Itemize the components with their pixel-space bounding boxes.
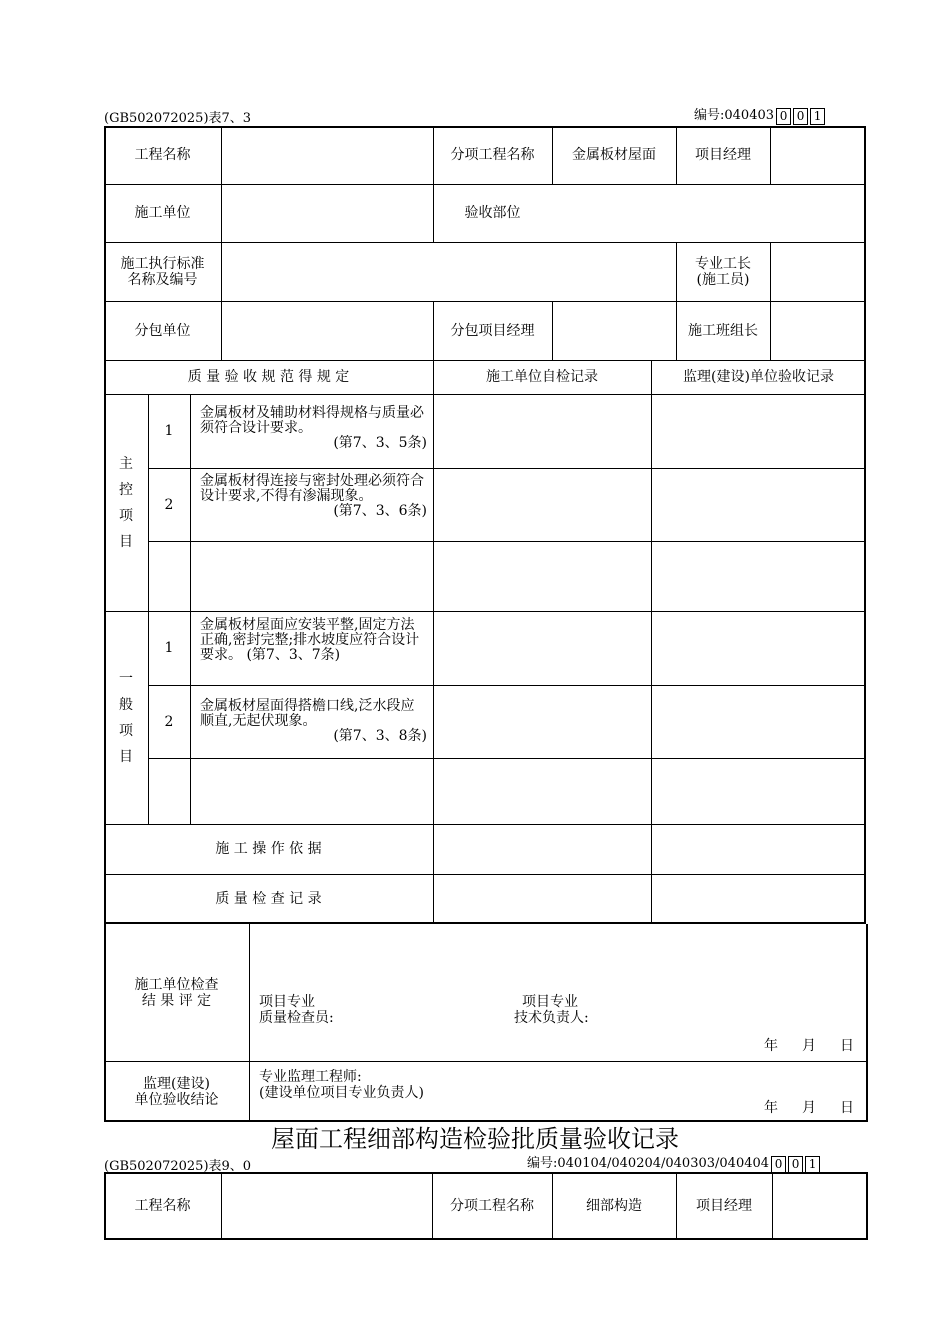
acceptance-part-value[interactable] — [552, 184, 866, 242]
standard-value[interactable] — [221, 242, 676, 301]
group-char: 目 — [119, 748, 133, 765]
main-items-group-label — [104, 394, 148, 611]
date-month: 月 — [802, 1100, 816, 1116]
standard-label — [104, 242, 221, 301]
date-year: 年 — [764, 1100, 778, 1116]
construction-unit-label: 施工单位 — [134, 205, 191, 221]
foreman-label-line2: (施工员) — [696, 271, 750, 288]
main-item-ref: (第7、3、5条) — [333, 435, 427, 451]
main-item-desc: 金属板材得连接与密封处理必须符合设计要求,不得有渗漏现象。 — [200, 473, 424, 504]
group-char: 目 — [119, 533, 133, 550]
general-item-desc: 金属板材屋面得搭檐口线,泛水段应顺直,无起伏现象。 — [200, 698, 415, 729]
tech-line2: 技术负责人: — [514, 1010, 589, 1026]
date-day: 日 — [840, 1038, 854, 1054]
sub-pm-value[interactable] — [552, 301, 676, 360]
conclusion-label-line2: 单位验收结论 — [134, 1091, 219, 1108]
result-label-line2: 结 果 评 定 — [141, 992, 212, 1009]
project-name-value[interactable] — [221, 126, 433, 184]
standard-reference: (GB502072025)表7、3 — [104, 111, 252, 126]
group-char: 般 — [119, 696, 133, 713]
subcontract-label: 分包单位 — [134, 322, 191, 339]
code-box: 1 — [805, 1156, 820, 1173]
team-leader-label: 施工班组长 — [688, 322, 758, 339]
form2-code-prefix: 编号:040104/040204/040303/040404 — [527, 1156, 770, 1171]
main-item-no: 1 — [164, 423, 174, 439]
form2-pm-label: 项目经理 — [696, 1198, 752, 1214]
form-code — [694, 108, 825, 125]
supervising-engineer — [259, 1069, 424, 1101]
code-box: 0 — [788, 1156, 803, 1173]
subcontract-value[interactable] — [221, 301, 433, 360]
foreman-label — [676, 242, 770, 301]
sub-pm-label: 分包项目经理 — [450, 322, 535, 339]
result-date — [764, 1038, 854, 1054]
code-box: 0 — [776, 108, 791, 125]
construction-unit-value[interactable] — [221, 184, 433, 242]
general-item-no: 1 — [164, 640, 174, 656]
form2-project-name-value[interactable] — [221, 1172, 432, 1240]
form2-standard-reference: (GB502072025)表9、0 — [104, 1159, 252, 1174]
result-label — [104, 924, 249, 1061]
main-item-ref: (第7、3、6条) — [333, 503, 427, 519]
form2-project-name-label: 工程名称 — [134, 1198, 191, 1214]
engineer-line2: (建设单位项目专业负责人) — [259, 1085, 424, 1101]
tech-line1: 项目专业 — [522, 994, 578, 1010]
team-leader-value[interactable] — [770, 301, 866, 360]
general-item-no: 2 — [164, 713, 174, 730]
main-item-text — [190, 406, 433, 451]
acceptance-part-label: 验收部位 — [464, 205, 521, 221]
project-manager-value[interactable] — [770, 126, 866, 184]
group-char: 项 — [119, 507, 133, 524]
group-char: 一 — [119, 670, 133, 687]
form2-sub-project-value: 细部构造 — [586, 1198, 642, 1214]
main-item-no: 2 — [164, 496, 174, 513]
form2-code — [527, 1156, 820, 1173]
group-char: 项 — [119, 722, 133, 739]
general-item-text — [190, 618, 433, 663]
operation-basis-label: 施 工 操 作 依 据 — [215, 841, 322, 857]
result-label-line1: 施工单位检查 — [134, 976, 219, 993]
quality-inspector — [259, 994, 334, 1026]
date-year: 年 — [764, 1038, 778, 1054]
group-char: 控 — [119, 481, 133, 498]
standard-label-line2: 名称及编号 — [127, 271, 198, 288]
general-items-group-label — [104, 611, 148, 824]
form2-title: 屋面工程细部构造检验批质量验收记录 — [271, 1125, 679, 1153]
engineer-line1: 专业监理工程师: — [259, 1069, 362, 1085]
general-item-text — [190, 699, 433, 744]
sub-project-value: 金属板材屋面 — [572, 147, 656, 163]
supervision-header: 监理(建设)单位验收记录 — [683, 369, 834, 385]
quality-record-label: 质 量 检 查 记 录 — [215, 891, 322, 907]
spec-header: 质 量 验 收 规 范 得 规 定 — [187, 369, 350, 385]
general-item-desc: 金属板材屋面应安装平整,固定方法正确,密封完整;排水坡度应符合设计要求。 (第7、3、7条) — [200, 617, 420, 663]
form-code-prefix: 编号:040403 — [694, 108, 775, 123]
general-item-ref: (第7、3、8条) — [333, 728, 427, 744]
group-char: 主 — [119, 455, 133, 472]
main-item-desc: 金属板材及辅助材料得规格与质量必须符合设计要求。 — [200, 405, 424, 436]
inspector-line2: 质量检查员: — [259, 1010, 334, 1026]
code-box: 0 — [793, 108, 808, 125]
form2-pm-value[interactable] — [772, 1172, 868, 1240]
foreman-label-line1: 专业工长 — [695, 255, 751, 272]
foreman-value[interactable] — [770, 242, 866, 301]
self-check-header: 施工单位自检记录 — [486, 369, 598, 385]
standard-label-line1: 施工执行标准 — [120, 255, 205, 272]
date-day: 日 — [840, 1100, 854, 1116]
conclusion-date — [764, 1100, 854, 1116]
conclusion-label — [104, 1061, 249, 1122]
form2-sub-project-label: 分项工程名称 — [450, 1198, 534, 1214]
project-name-label: 工程名称 — [134, 147, 191, 163]
tech-leader — [514, 994, 589, 1026]
code-box: 0 — [771, 1156, 786, 1173]
project-manager-label: 项目经理 — [695, 147, 751, 163]
inspector-line1: 项目专业 — [259, 994, 315, 1010]
conclusion-label-line1: 监理(建设) — [143, 1075, 210, 1092]
date-month: 月 — [802, 1038, 816, 1054]
code-box: 1 — [810, 108, 825, 125]
main-item-text — [190, 474, 433, 519]
sub-project-label: 分项工程名称 — [450, 147, 535, 163]
